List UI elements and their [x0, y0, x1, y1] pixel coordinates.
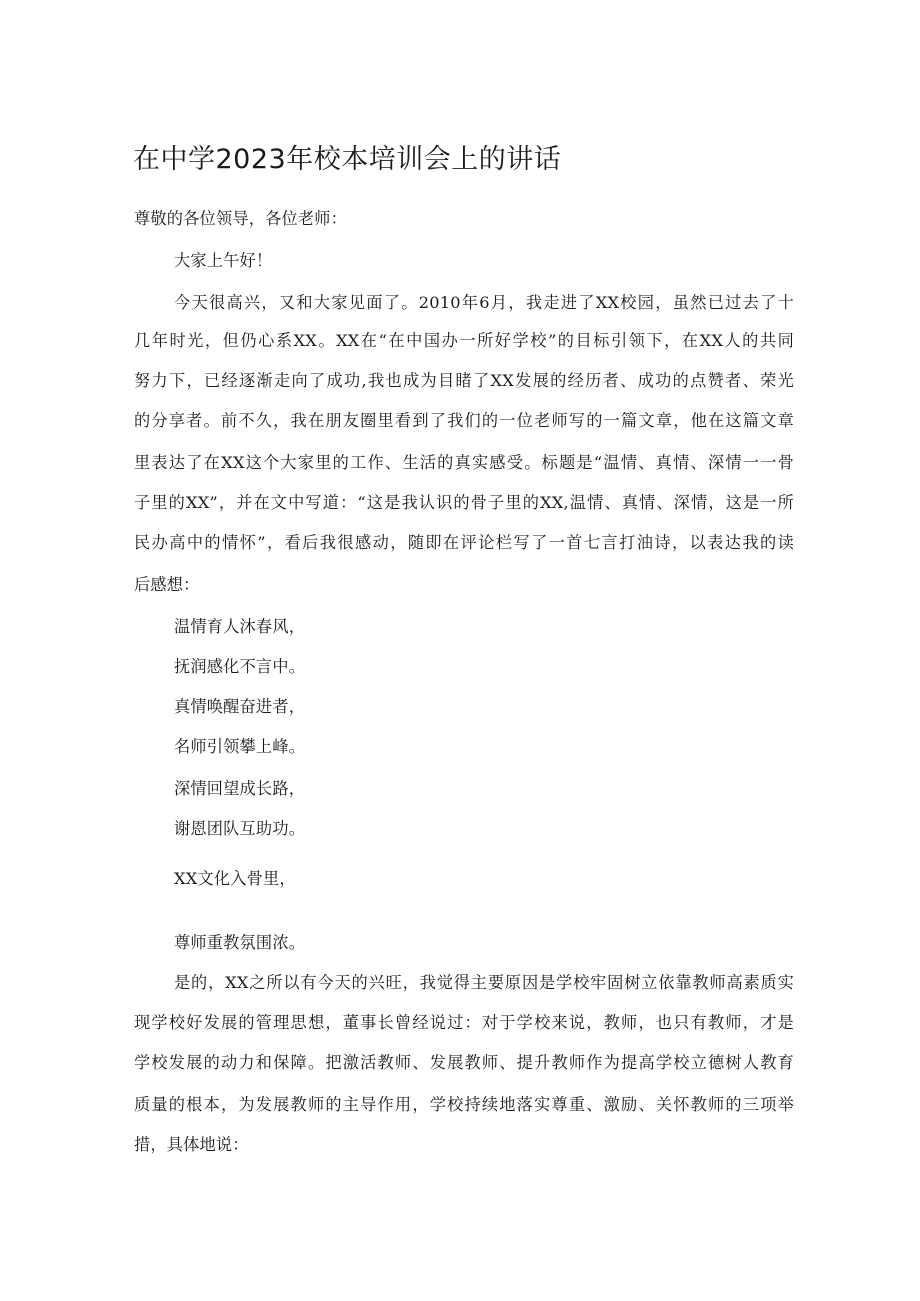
paragraph-line: 几年时光，但仍心系XX。XX在“在中国办一所好学校”的目标引领下，在XX人的共同: [134, 331, 794, 350]
paragraph-line: 努力下，已经逐渐走向了成功,我也成为目睹了XX发展的经历者、成功的点赞者、荣光: [134, 371, 794, 390]
poem-line: 谢恩团队互助功。: [174, 819, 306, 838]
paragraph-line: 子里的XX”，并在文中写道：“这是我认识的骨子里的XX,温情、真情、深情，这是一所: [134, 493, 794, 512]
paragraph-line: 学校发展的动力和保障。把激活教师、发展教师、提升教师作为提高学校立德树人教育: [134, 1053, 794, 1072]
greeting: 大家上午好！: [174, 251, 273, 270]
paragraph-line: 的分享者。前不久，我在朋友圈里看到了我们的一位老师写的一篇文章，他在这篇文章: [134, 411, 794, 430]
poem-line: 名师引领攀上峰。: [174, 737, 306, 756]
paragraph-line: 措，具体地说：: [134, 1135, 249, 1154]
poem-line: 尊师重教氛围浓。: [174, 933, 306, 952]
paragraph-line: 现学校好发展的管理思想，董事长曾经说过：对于学校来说，教师，也只有教师，才是: [134, 1013, 794, 1032]
paragraph-line: 民办高中的情怀”，看后我很感动，随即在评论栏写了一首七言打油诗，以表达我的读: [134, 533, 794, 552]
paragraph-line: 质量的根本，为发展教师的主导作用，学校持续地落实尊重、激励、关怀教师的三项举: [134, 1095, 794, 1114]
paragraph-line: 后感想：: [134, 575, 200, 594]
paragraph-line: 今天很高兴，又和大家见面了。2010年6月，我走进了XX校园，虽然已过去了十: [174, 293, 794, 312]
poem-line: XX文化入骨里，: [174, 869, 296, 888]
poem-line: 真情唤醒奋进者，: [174, 697, 306, 716]
paragraph-line: 里表达了在XX这个大家里的工作、生活的真实感受。标题是“温情、真情、深情一一骨: [134, 453, 794, 472]
poem-line: 深情回望成长路，: [174, 779, 306, 798]
poem-line: 温情育人沐春风，: [174, 617, 306, 636]
page-title: 在中学2023年校本培训会上的讲话: [133, 144, 562, 175]
poem-line: 抚润感化不言中。: [174, 657, 306, 676]
salutation: 尊敬的各位领导，各位老师：: [134, 209, 348, 228]
paragraph-line: 是的，XX之所以有今天的兴旺，我觉得主要原因是学校牢固树立依靠教师高素质实: [174, 973, 794, 992]
